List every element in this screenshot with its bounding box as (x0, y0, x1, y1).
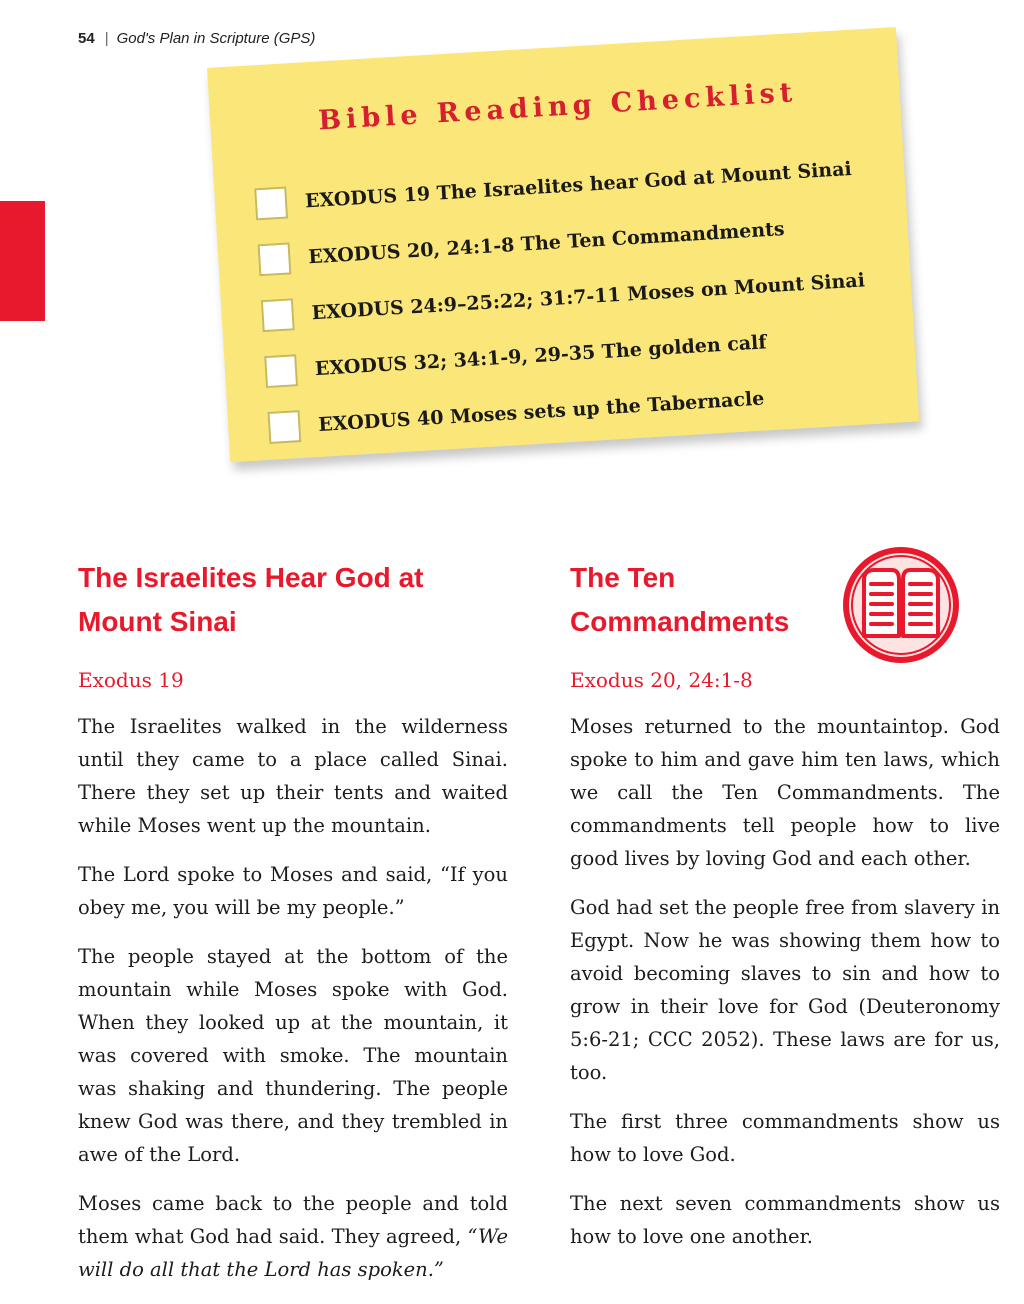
heading-line: Mount Sinai (78, 606, 237, 637)
checklist-item-label: EXODUS 19 The Israelites hear God at Mount Sinai (304, 157, 853, 213)
section-heading (78, 556, 508, 644)
paragraph: The people stayed at the bottom of the mountain while Moses spoke with God. When they looked up at the mountain, it was covered with smoke. The mountain was shaking and thundering. The people knew God was there, and they trembled in awe of the Lord. (78, 945, 508, 1166)
paragraph: The first three commandments show us how to love God. (570, 1110, 1000, 1166)
checklist-item-label: EXODUS 20, 24:1-8 The Ten Commandments (307, 218, 786, 269)
checkbox[interactable] (254, 187, 288, 221)
checklist-item (264, 323, 768, 391)
paragraph: Moses returned to the mountaintop. God spoke to him and gave him ten laws, which we call the Ten Commandments. The commandments tell people how to live good lives by loving God and each other. (570, 715, 1000, 870)
checkbox[interactable] (268, 410, 302, 444)
paragraph: The next seven commandments show us how to love one another. (570, 1192, 1000, 1248)
page-number: 54 (78, 30, 95, 47)
checklist-item (257, 210, 785, 279)
quote-text: “We will do all that the Lord has spoken.” (78, 1225, 508, 1281)
page-header (78, 30, 315, 47)
book-title: God's Plan in Scripture (GPS) (116, 30, 316, 47)
paragraph: The Israelites walked in the wilderness until they came to a place called Sinai. There they set up their tents and waited while Moses went up the mountain. (78, 715, 508, 837)
tablets-icon (840, 544, 962, 666)
section-israelites-at-sinai (78, 556, 508, 1302)
scripture-reference: Exodus 19 (78, 668, 184, 692)
checklist-item-label: EXODUS 40 Moses sets up the Tabernacle (317, 387, 765, 437)
reading-checklist-note (207, 27, 919, 462)
heading-line: Commandments (570, 606, 790, 637)
checklist-item-label: EXODUS 24:9–25:22; 31:7-11 Moses on Mount Sinai (311, 269, 866, 325)
checklist-item-label: EXODUS 32; 34:1-9, 29-35 The golden calf (314, 331, 768, 381)
checklist-item (267, 380, 765, 447)
scripture-reference: Exodus 20, 24:1-8 (570, 668, 753, 692)
paragraph-text: Moses came back to the people and told them what God had said. They agreed, (78, 1192, 508, 1248)
checkbox[interactable] (264, 354, 298, 388)
heading-line: The Ten (570, 562, 676, 593)
header-separator: | (104, 30, 109, 47)
paragraph (78, 1187, 508, 1286)
checkbox[interactable] (258, 242, 292, 276)
paragraph: The Lord spoke to Moses and said, “If you obey me, you will be my people.” (78, 863, 508, 919)
heading-line: The Israelites Hear God at (78, 562, 424, 593)
chapter-tab-marker (0, 201, 45, 321)
paragraph: God had set the people free from slavery in Egypt. Now he was showing them how to avoid becoming slaves to sin and how to grow in their love for God (Deuteronomy 5:6-21; CCC 2052). These laws are for us, too. (570, 896, 1000, 1084)
checklist-title: Bible Reading Checklist (317, 77, 799, 137)
checkbox[interactable] (261, 298, 295, 332)
